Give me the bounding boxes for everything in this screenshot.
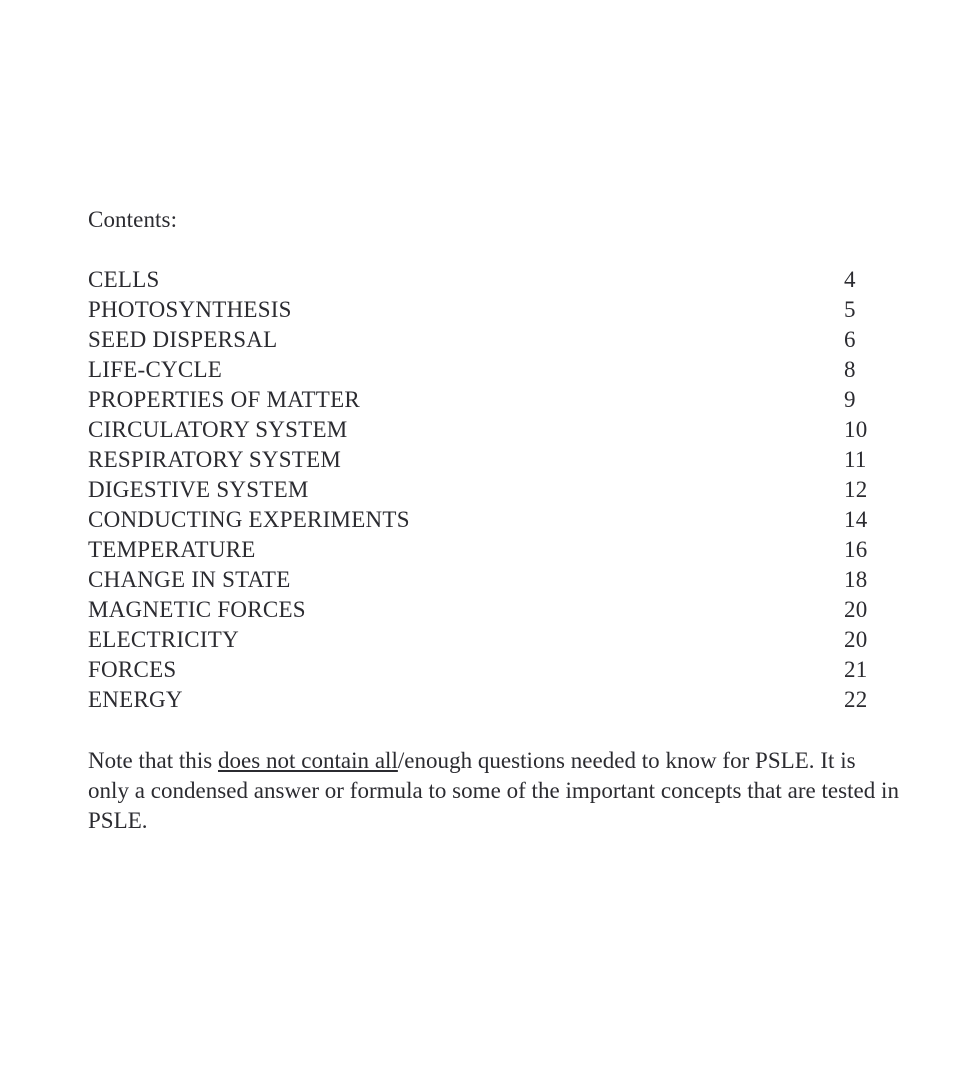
toc-row[interactable] [88, 505, 898, 535]
note-suffix: /enough questions needed to know for PSLE. It is only a condensed answer or formula to some of the important concepts that are tested in PSLE. [88, 748, 905, 833]
toc-entry-title: CIRCULATORY SYSTEM [88, 417, 348, 442]
toc-entry-page-number: 8 [844, 357, 856, 382]
toc-entry-title: PROPERTIES OF MATTER [88, 387, 360, 412]
toc-entry-title: SEED DISPERSAL [88, 327, 278, 352]
note-underlined-text: does not contain all [217, 748, 398, 773]
toc-entry-title: ENERGY [88, 687, 183, 712]
toc-row[interactable] [88, 475, 898, 505]
note-paragraph [88, 746, 905, 836]
toc-entry-page-number: 18 [844, 567, 868, 592]
toc-entry-page-number: 22 [844, 687, 868, 712]
toc-entry-page-number: 16 [844, 537, 868, 562]
toc-entry-page-number: 20 [844, 597, 868, 622]
toc-row[interactable] [88, 415, 898, 445]
note-prefix: Note that this [88, 748, 218, 773]
toc-entry-page-number: 10 [844, 417, 868, 442]
toc-row[interactable] [88, 595, 898, 625]
toc-entry-title: FORCES [88, 657, 177, 682]
toc-entry-title: LIFE-CYCLE [88, 357, 223, 382]
toc-entry-title: MAGNETIC FORCES [88, 597, 306, 622]
toc-entry-page-number: 14 [844, 507, 868, 532]
toc-entry-page-number: 20 [844, 627, 868, 652]
toc-entry-title: TEMPERATURE [88, 537, 256, 562]
toc-entry-page-number: 11 [844, 447, 867, 472]
toc-entry-title: PHOTOSYNTHESIS [88, 297, 292, 322]
contents-heading: Contents: [88, 207, 178, 232]
toc-entry-title: CONDUCTING EXPERIMENTS [88, 507, 410, 532]
toc-row[interactable] [88, 325, 898, 355]
toc-entry-title: CELLS [88, 267, 160, 292]
toc-entry-page-number: 21 [844, 657, 868, 682]
contents-section [88, 205, 905, 836]
toc-entry-page-number: 5 [844, 297, 856, 322]
toc-row[interactable] [88, 625, 898, 655]
toc-row[interactable] [88, 535, 898, 565]
table-of-contents [88, 265, 898, 715]
toc-entry-page-number: 4 [844, 267, 856, 292]
toc-row[interactable] [88, 445, 898, 475]
toc-entry-title: CHANGE IN STATE [88, 567, 291, 592]
toc-entry-title: RESPIRATORY SYSTEM [88, 447, 342, 472]
toc-row[interactable] [88, 265, 898, 295]
toc-entry-page-number: 6 [844, 327, 856, 352]
toc-entry-page-number: 12 [844, 477, 868, 502]
toc-row[interactable] [88, 355, 898, 385]
toc-entry-page-number: 9 [844, 387, 856, 412]
toc-row[interactable] [88, 385, 898, 415]
toc-entry-title: DIGESTIVE SYSTEM [88, 477, 309, 502]
toc-row[interactable] [88, 685, 898, 715]
toc-row[interactable] [88, 655, 898, 685]
toc-row[interactable] [88, 295, 898, 325]
toc-entry-title: ELECTRICITY [88, 627, 239, 652]
toc-row[interactable] [88, 565, 898, 595]
